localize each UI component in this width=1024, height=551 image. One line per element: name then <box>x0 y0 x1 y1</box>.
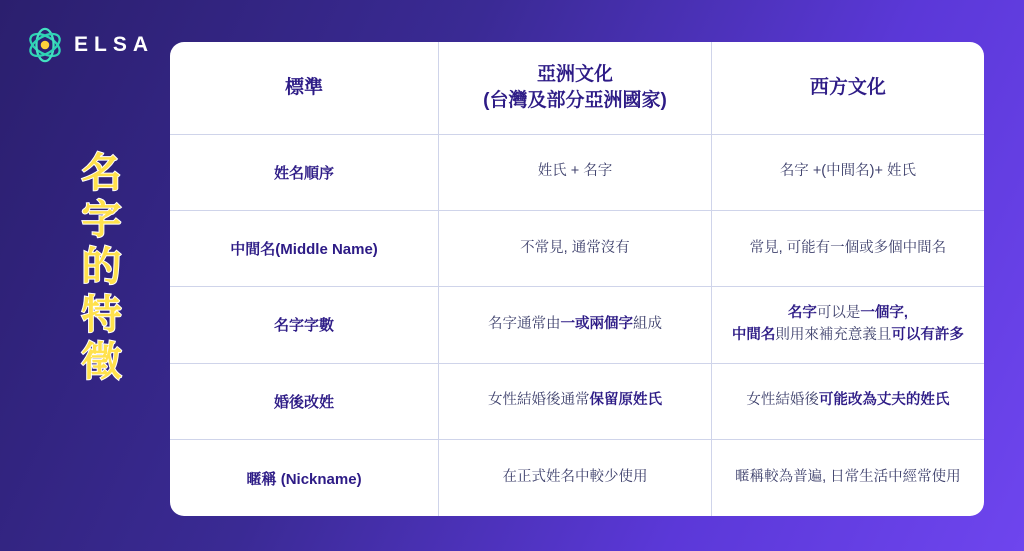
cell-western-marriage-strong: 可能改為丈夫的姓氏 <box>818 392 950 409</box>
cell-asian-marriage-strong: 保留原姓氏 <box>589 392 662 409</box>
cell-asian-name-order: 姓氏 + 名字 <box>439 134 712 210</box>
brand-logo <box>26 26 154 64</box>
cell-western-name-order: 名字 +(中間名)+ 姓氏 <box>711 134 984 210</box>
cell-western-name-length-strong3: 中間名 <box>731 326 776 343</box>
cell-western-nickname: 暱稱較為普遍, 日常生活中經常使用 <box>711 440 984 516</box>
cell-western-name-length-strong2: 一個字, <box>860 305 908 322</box>
table-row <box>170 363 984 439</box>
cell-western-name-length-strong4: 可以有許多 <box>891 326 964 343</box>
cell-western-name-length-line2 <box>724 325 972 347</box>
cell-western-name-length <box>711 287 984 363</box>
brand-name: ELSA <box>74 33 155 56</box>
cell-western-name-length-mid1: 可以是 <box>816 305 861 322</box>
cell-asian-name-length-suffix: 組成 <box>632 316 662 333</box>
side-title-char-5: 徵 <box>81 339 123 384</box>
cell-asian-middle-name: 不常見, 通常沒有 <box>439 210 712 286</box>
table-row <box>170 440 984 516</box>
cell-asian-surname-after-marriage <box>439 363 712 439</box>
cell-asian-name-length-strong: 一或兩個字 <box>560 316 633 333</box>
cell-western-name-length-mid2: 則用來補充意義且 <box>775 326 892 343</box>
comparison-table <box>170 42 984 516</box>
column-header-asian-line1: 亞洲文化 <box>536 64 613 86</box>
column-header-criteria: 標準 <box>170 42 439 134</box>
side-title <box>54 150 150 386</box>
row-label-name-length: 名字字數 <box>170 287 439 363</box>
side-title-char-2: 字 <box>81 198 123 243</box>
row-label-nickname: 暱稱 (Nickname) <box>170 440 439 516</box>
column-header-asian <box>439 42 712 134</box>
row-label-middle-name: 中間名(Middle Name) <box>170 210 439 286</box>
side-title-char-4: 特 <box>81 292 123 337</box>
cell-western-name-length-strong1: 名字 <box>787 305 817 322</box>
row-label-name-order: 姓名順序 <box>170 134 439 210</box>
comparison-card <box>170 42 984 516</box>
elsa-atom-logo-icon <box>26 26 64 64</box>
column-header-asian-line2: (台灣及部分亞洲國家) <box>483 89 667 111</box>
table-header-row <box>170 42 984 134</box>
side-title-char-3: 的 <box>81 245 123 290</box>
cell-western-marriage-prefix: 女性結婚後 <box>746 392 819 409</box>
cell-asian-name-length-prefix: 名字通常由 <box>487 316 561 333</box>
cell-western-surname-after-marriage <box>711 363 984 439</box>
row-label-surname-after-marriage: 婚後改姓 <box>170 363 439 439</box>
table-row <box>170 134 984 210</box>
cell-western-middle-name: 常見, 可能有一個或多個中間名 <box>711 210 984 286</box>
cell-asian-marriage-prefix: 女性結婚後通常 <box>487 392 590 409</box>
cell-asian-nickname: 在正式姓名中較少使用 <box>439 440 712 516</box>
table-row <box>170 287 984 363</box>
cell-asian-name-length <box>439 287 712 363</box>
column-header-western: 西方文化 <box>711 42 984 134</box>
cell-western-name-length-line1 <box>724 303 972 325</box>
table-row <box>170 210 984 286</box>
side-title-char-1: 名 <box>81 151 123 195</box>
